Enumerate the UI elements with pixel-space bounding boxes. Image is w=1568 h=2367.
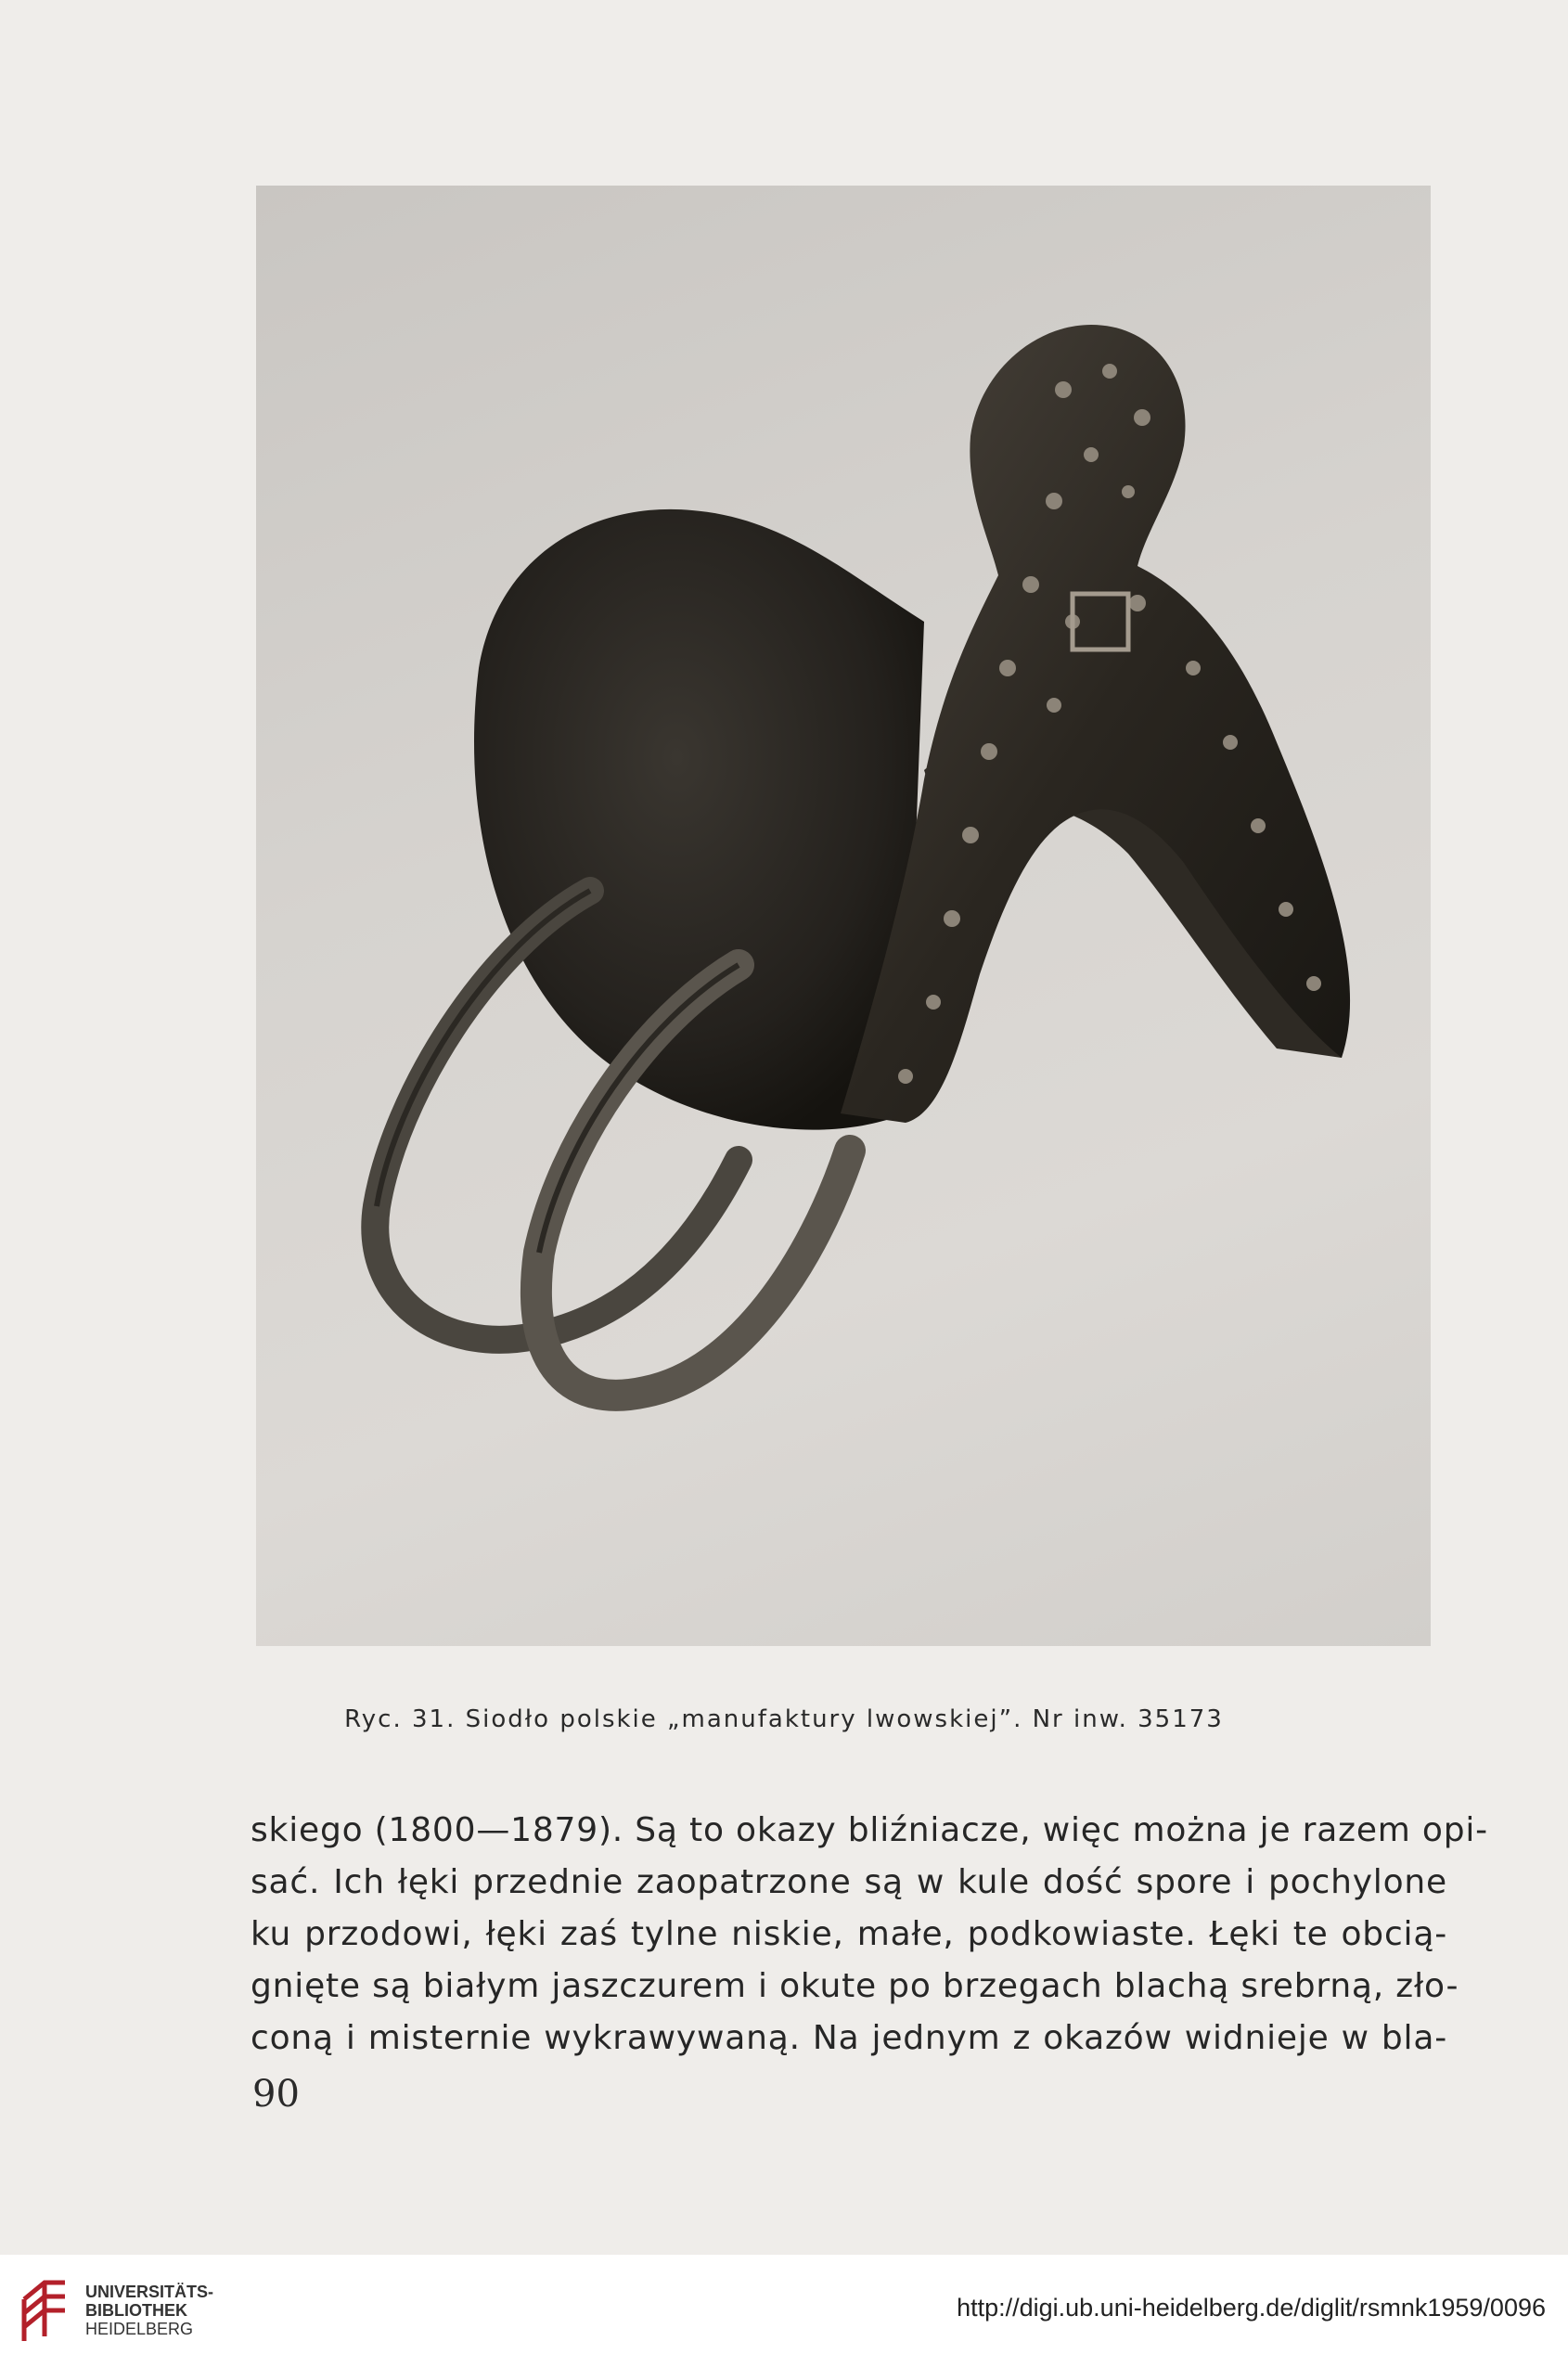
library-name: [85, 2283, 213, 2338]
body-line: gnięte są białym jaszczurem i okute po brzegach blachą srebrną, zło-: [251, 1967, 1459, 2005]
library-logo-icon: [17, 2262, 72, 2355]
library-name-line3: HEIDELBERG: [85, 2320, 194, 2338]
library-name-line2: BIBLIOTHEK: [85, 2301, 187, 2320]
saddle-seat: [474, 509, 924, 1130]
body-line: sać. Ich łęki przednie zaopatrzone są w kule dość spore i pochylone: [251, 1863, 1447, 1901]
saddle-illustration: [256, 186, 1431, 1646]
library-name-line1: UNIVERSITÄTS-: [85, 2283, 214, 2301]
saddle-photograph: [256, 186, 1431, 1646]
body-line: coną i misternie wykrawywaną. Na jednym z okazów widnieje w bla-: [251, 2019, 1447, 2057]
figure-caption: Ryc. 31. Siodło polskie „manufaktury lwowskiej”. Nr inw. 35173: [344, 1705, 1224, 1733]
body-paragraph: [251, 1805, 1488, 2065]
body-line: skiego (1800—1879). Są to okazy bliźniacze, więc można je razem opi-: [251, 1811, 1488, 1849]
body-line: ku przodowi, łęki zaś tylne niskie, małe, podkowiaste. Łęki te obcią-: [251, 1915, 1447, 1953]
source-url-link[interactable]: http://digi.ub.uni-heidelberg.de/diglit/rsmnk1959/0096: [957, 2294, 1546, 2322]
page-number: 90: [252, 2073, 300, 2116]
